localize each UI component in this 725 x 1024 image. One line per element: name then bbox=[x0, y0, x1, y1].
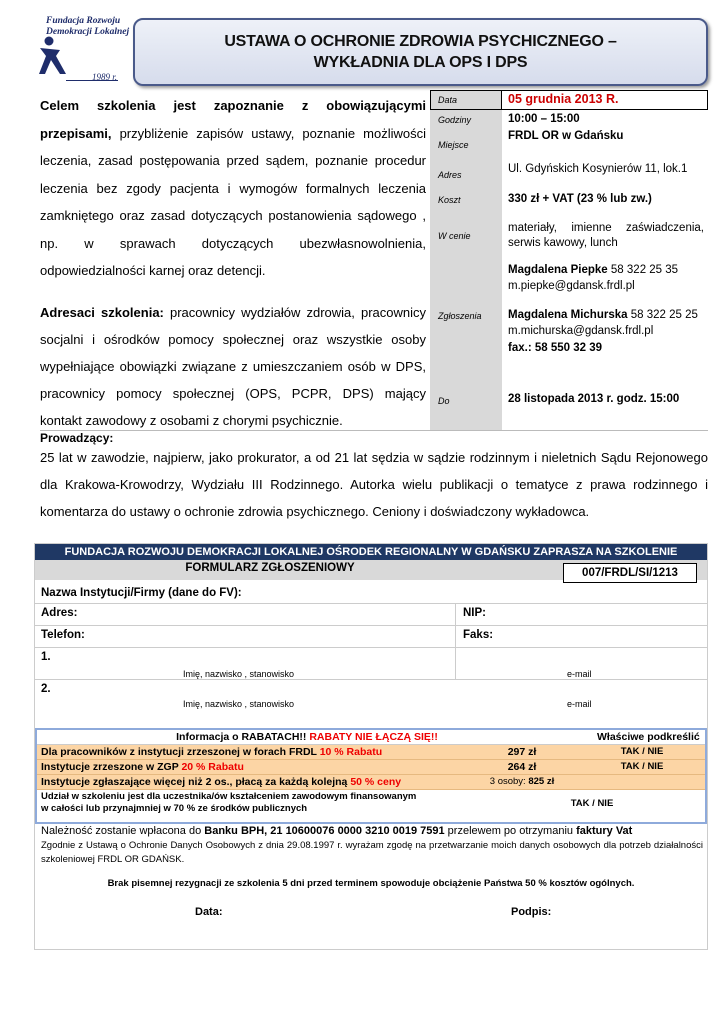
email-piepke[interactable]: m.piepke@gdansk.frdl.pl bbox=[508, 280, 635, 292]
title-line-2: WYKŁADNIA DLA OPS I DPS bbox=[313, 54, 528, 71]
discount-row-frdl: Dla pracowników z instytucji zrzeszonej w forach FRDL 10 % Rabatu 297 zł TAK / NIE bbox=[37, 745, 705, 760]
discount-box bbox=[35, 728, 707, 824]
discount-frdl-option[interactable]: TAK / NIE bbox=[620, 746, 664, 757]
public-funding-row: Udział w szkoleniu jest dla uczestnika/ów kształceniem zawodowym finansowanym w całości lub przynajmniej w 70 % ze środków publicznych TAK / NIE bbox=[37, 790, 705, 822]
frdl-logo bbox=[30, 14, 130, 88]
phone-fax-row[interactable]: Telefon: Faks: bbox=[35, 626, 707, 648]
hours-value: 10:00 – 15:00 bbox=[508, 113, 580, 125]
discount-zgp-option[interactable]: TAK / NIE bbox=[620, 761, 664, 772]
training-audience: Adresaci szkolenia: pracownicy wydziałów zdrowia, pracownicy socjalni i ośrodków pomocy społecznej oraz wszystkie osoby wypełniające obowiązki związane z umieszczaniem osób w DPS, pracownicy pomocy społecznej (OPS, PCPR, DPS) mający kontakt zawodowy z osobami z chorymi psychicznie. bbox=[40, 304, 427, 428]
participant-2-row[interactable]: 2. Imię, nazwisko , stanowisko e-mail bbox=[41, 683, 592, 709]
cost-value: 330 zł + VAT (23 % lub zw.) bbox=[508, 193, 652, 205]
public-funding-option[interactable]: TAK / NIE bbox=[570, 798, 614, 809]
contact-piepke: Magdalena Piepke 58 322 25 35 bbox=[508, 264, 679, 276]
intro-text bbox=[40, 92, 426, 434]
logo-figure-icon bbox=[36, 36, 72, 76]
form-code: 007/FRDL/SI/1213 bbox=[563, 563, 697, 583]
trainer-heading: Prowadzący: bbox=[40, 431, 114, 445]
training-goal: Celem szkolenia jest zapoznanie z obowiązującymi przepisami, przybliżenie zapisów ustawy, poznanie możliwości leczenia, zasad postępowania przed sądem, poznanie procedur leczenia bez zgody pacjenta i wymogów formalnych leczenia zamkniętego oraz zasad dotyczących postanowienia sądowego , np. w sprawach dotyczących ubezwłasnowolnienia, odpowiedzialności karnej oraz detencji. bbox=[40, 98, 426, 278]
data-consent: Zgodnie z Ustawą o Ochronie Danych Osobowych z dnia 29.08.1997 r. wyrażam zgodę na przetwarzanie moich danych osobowych dla potrzeb działalności szkoleniowej FRDL OR GDAŃSK. bbox=[41, 840, 703, 865]
fax-value: fax.: 58 550 32 39 bbox=[508, 342, 602, 354]
date-signature-field[interactable]: Data: bbox=[195, 906, 223, 918]
place-value: FRDL OR w Gdańsku bbox=[508, 130, 624, 142]
title-line-1: USTAWA O OCHRONIE ZDROWIA PSYCHICZNEGO – bbox=[224, 33, 617, 50]
institution-field[interactable]: Nazwa Instytucji/Firmy (dane do FV): bbox=[35, 584, 707, 604]
trainer-text: 25 lat w zawodzie, najpierw, jako prokurator, a od 21 lat sędzia w sądzie rodzinnym i nieletnich Sądu Rejonowego dla Krakowa-Krowodrzy, Wydziału III Rodzinnego. Autorka wielu publikacji o tematyce z prawa rodzinnego i komentarza do ustawy o ochronie zdrowia psychicznego. Ceniony i doświadczony wykładowca. bbox=[40, 450, 708, 519]
address-nip-row[interactable]: Adres: NIP: bbox=[35, 604, 707, 626]
date-value: 05 grudnia 2013 R. bbox=[508, 92, 619, 106]
title-box bbox=[133, 18, 708, 86]
participant-1-row[interactable]: 1. Imię, nazwisko , stanowisko e-mail bbox=[35, 648, 707, 680]
logo-text: Fundacja Rozwoju Demokracji Lokalnej bbox=[46, 16, 130, 37]
contact-michurska: Magdalena Michurska 58 322 25 25 bbox=[508, 309, 698, 321]
email-michurska[interactable]: m.michurska@gdansk.frdl.pl bbox=[508, 325, 654, 337]
address-value: Ul. Gdyńskich Kosynierów 11, lok.1 bbox=[508, 163, 688, 175]
logo-year: 1989 r. bbox=[92, 72, 118, 82]
includes-value: materiały, imienne zaświadczenia, serwis kawowy, lunch bbox=[508, 222, 704, 249]
form-banner: FUNDACJA ROZWOJU DEMOKRACJI LOKALNEJ OŚRODEK REGIONALNY W GDAŃSKU ZAPRASZA NA SZKOLENIE bbox=[35, 544, 707, 560]
discount-row-zgp: Instytucje zrzeszone w ZGP 20 % Rabatu 264 zł TAK / NIE bbox=[37, 760, 705, 775]
discount-row-group: Instytucje zgłaszające więcej niż 2 os., płacą za każdą kolejną 50 % ceny 3 osoby: 825 zł bbox=[37, 775, 705, 790]
payment-info: Należność zostanie wpłacona do Banku BPH, 21 10600076 0000 3210 0019 7591 przelewem po otrzymaniu faktury Vat bbox=[41, 825, 633, 837]
cancellation-note: Brak pisemnej rezygnacji ze szkolenia 5 dni przed terminem spowoduje obciążenie Państwa 50 % kosztów ogólnych. bbox=[107, 878, 635, 889]
form-title: FORMULARZ ZGŁOSZENIOWY bbox=[185, 562, 355, 574]
form-subtitle-bar bbox=[35, 560, 707, 580]
discount-header: Informacja o RABATACH!! RABATY NIE ŁĄCZĄ SIĘ!! Właściwe podkreślić bbox=[37, 730, 705, 745]
registration-form bbox=[34, 543, 708, 950]
info-table: Data 05 grudnia 2013 R. Godziny 10:00 – 15:00 Miejsce FRDL OR w Gdańsku Adres Ul. Gdyńskich Kosynierów 11, lok.1 Koszt 330 zł + VAT (23 % lub zw.) W cenie materiały, imienne zaświadczenia, serwis kawowy, lunch Magdalena Piepke 58 322 25 35 m.piepke@gdansk.frdl.pl Zgłoszenia Magdalena Michurska 58 322 25 25 m.michurska@gdansk.frdl.pl fax.: 58 550 32 39 Do 28 listopada 2013 r. godz. 15:00 bbox=[430, 90, 708, 430]
signature-field[interactable]: Podpis: bbox=[511, 906, 552, 918]
deadline-value: 28 listopada 2013 r. godz. 15:00 bbox=[508, 393, 680, 405]
